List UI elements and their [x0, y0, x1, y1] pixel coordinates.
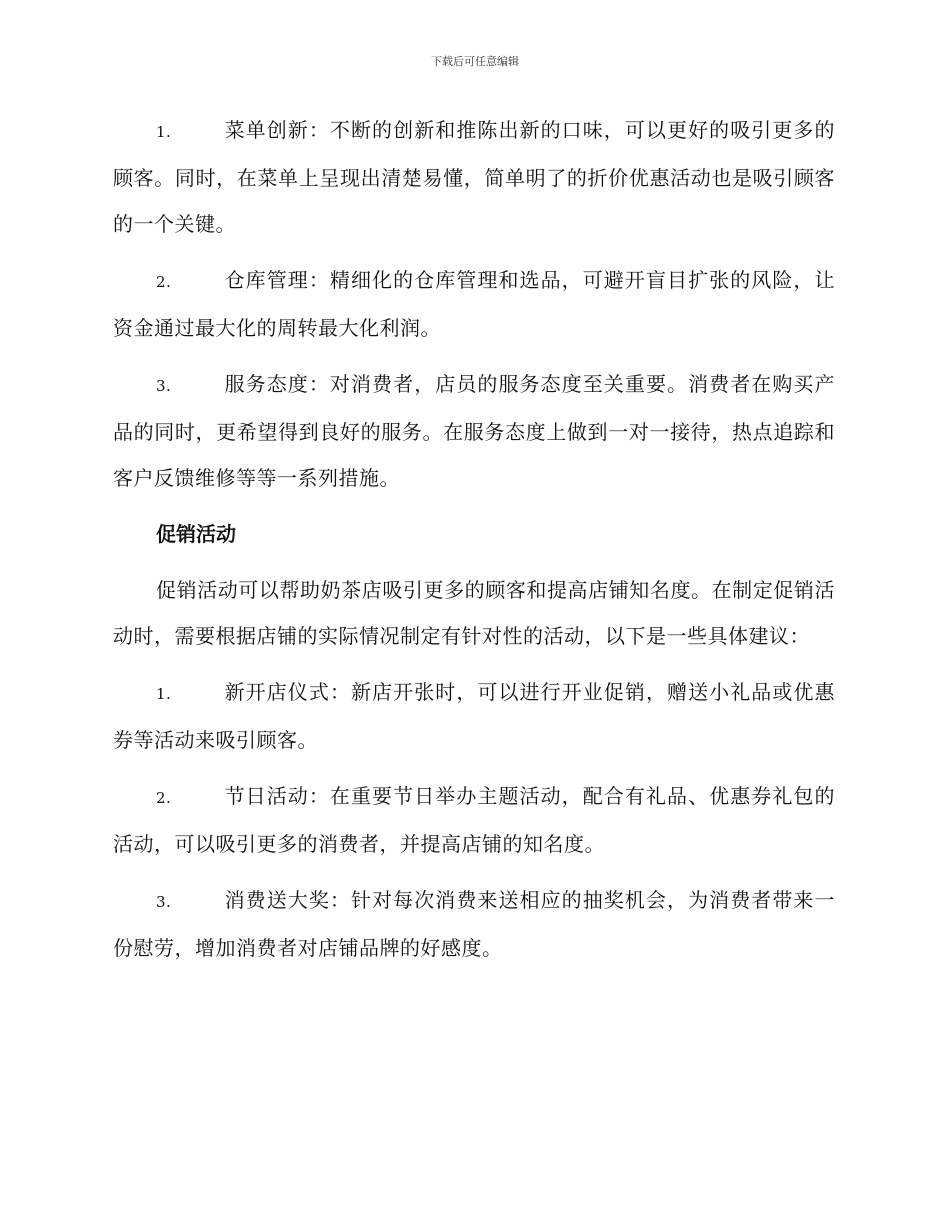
- section-intro: 促销活动可以帮助奶茶店吸引更多的顾客和提高店铺知名度。在制定促销活动时，需要根据店铺的实际情况制定有针对性的活动，以下是一些具体建议：: [113, 578, 835, 648]
- document-body: [113, 107, 835, 981]
- list-number: 2.: [156, 273, 172, 291]
- list-item: [113, 257, 835, 351]
- list-item-text: 仓库管理：精细化的仓库管理和选品，可避开盲目扩张的风险，让资金通过最大化的周转最大化利润。: [113, 268, 835, 340]
- list-number: 1.: [156, 685, 172, 703]
- list-number: 3.: [156, 377, 172, 395]
- list-number: 3.: [156, 893, 172, 911]
- list-item: [113, 773, 835, 867]
- list-item: [113, 669, 835, 763]
- list-item: [113, 107, 835, 247]
- list-item: [113, 361, 835, 501]
- list-item-text: 菜单创新：不断的创新和推陈出新的口味，可以更好的吸引更多的顾客。同时，在菜单上呈现出清楚易懂，简单明了的折价优惠活动也是吸引顾客的一个关键。: [113, 118, 835, 236]
- section-heading: 促销活动: [156, 522, 236, 546]
- list-item: [113, 877, 835, 971]
- list-item-text: 新开店仪式：新店开张时，可以进行开业促销，赠送小礼品或优惠券等活动来吸引顾客。: [113, 680, 835, 752]
- list-number: 1.: [156, 123, 172, 141]
- list-item-text: 节日活动：在重要节日举办主题活动，配合有礼品、优惠券礼包的活动，可以吸引更多的消费者，并提高店铺的知名度。: [113, 784, 835, 856]
- page-header: 下载后可任意编辑: [431, 55, 519, 68]
- list-number: 2.: [156, 789, 172, 807]
- list-item-text: 消费送大奖：针对每次消费来送相应的抽奖机会，为消费者带来一份慰劳，增加消费者对店铺品牌的好感度。: [113, 888, 835, 960]
- list-item-text: 服务态度：对消费者，店员的服务态度至关重要。消费者在购买产品的同时，更希望得到良好的服务。在服务态度上做到一对一接待，热点追踪和客户反馈维修等等一系列措施。: [113, 372, 835, 490]
